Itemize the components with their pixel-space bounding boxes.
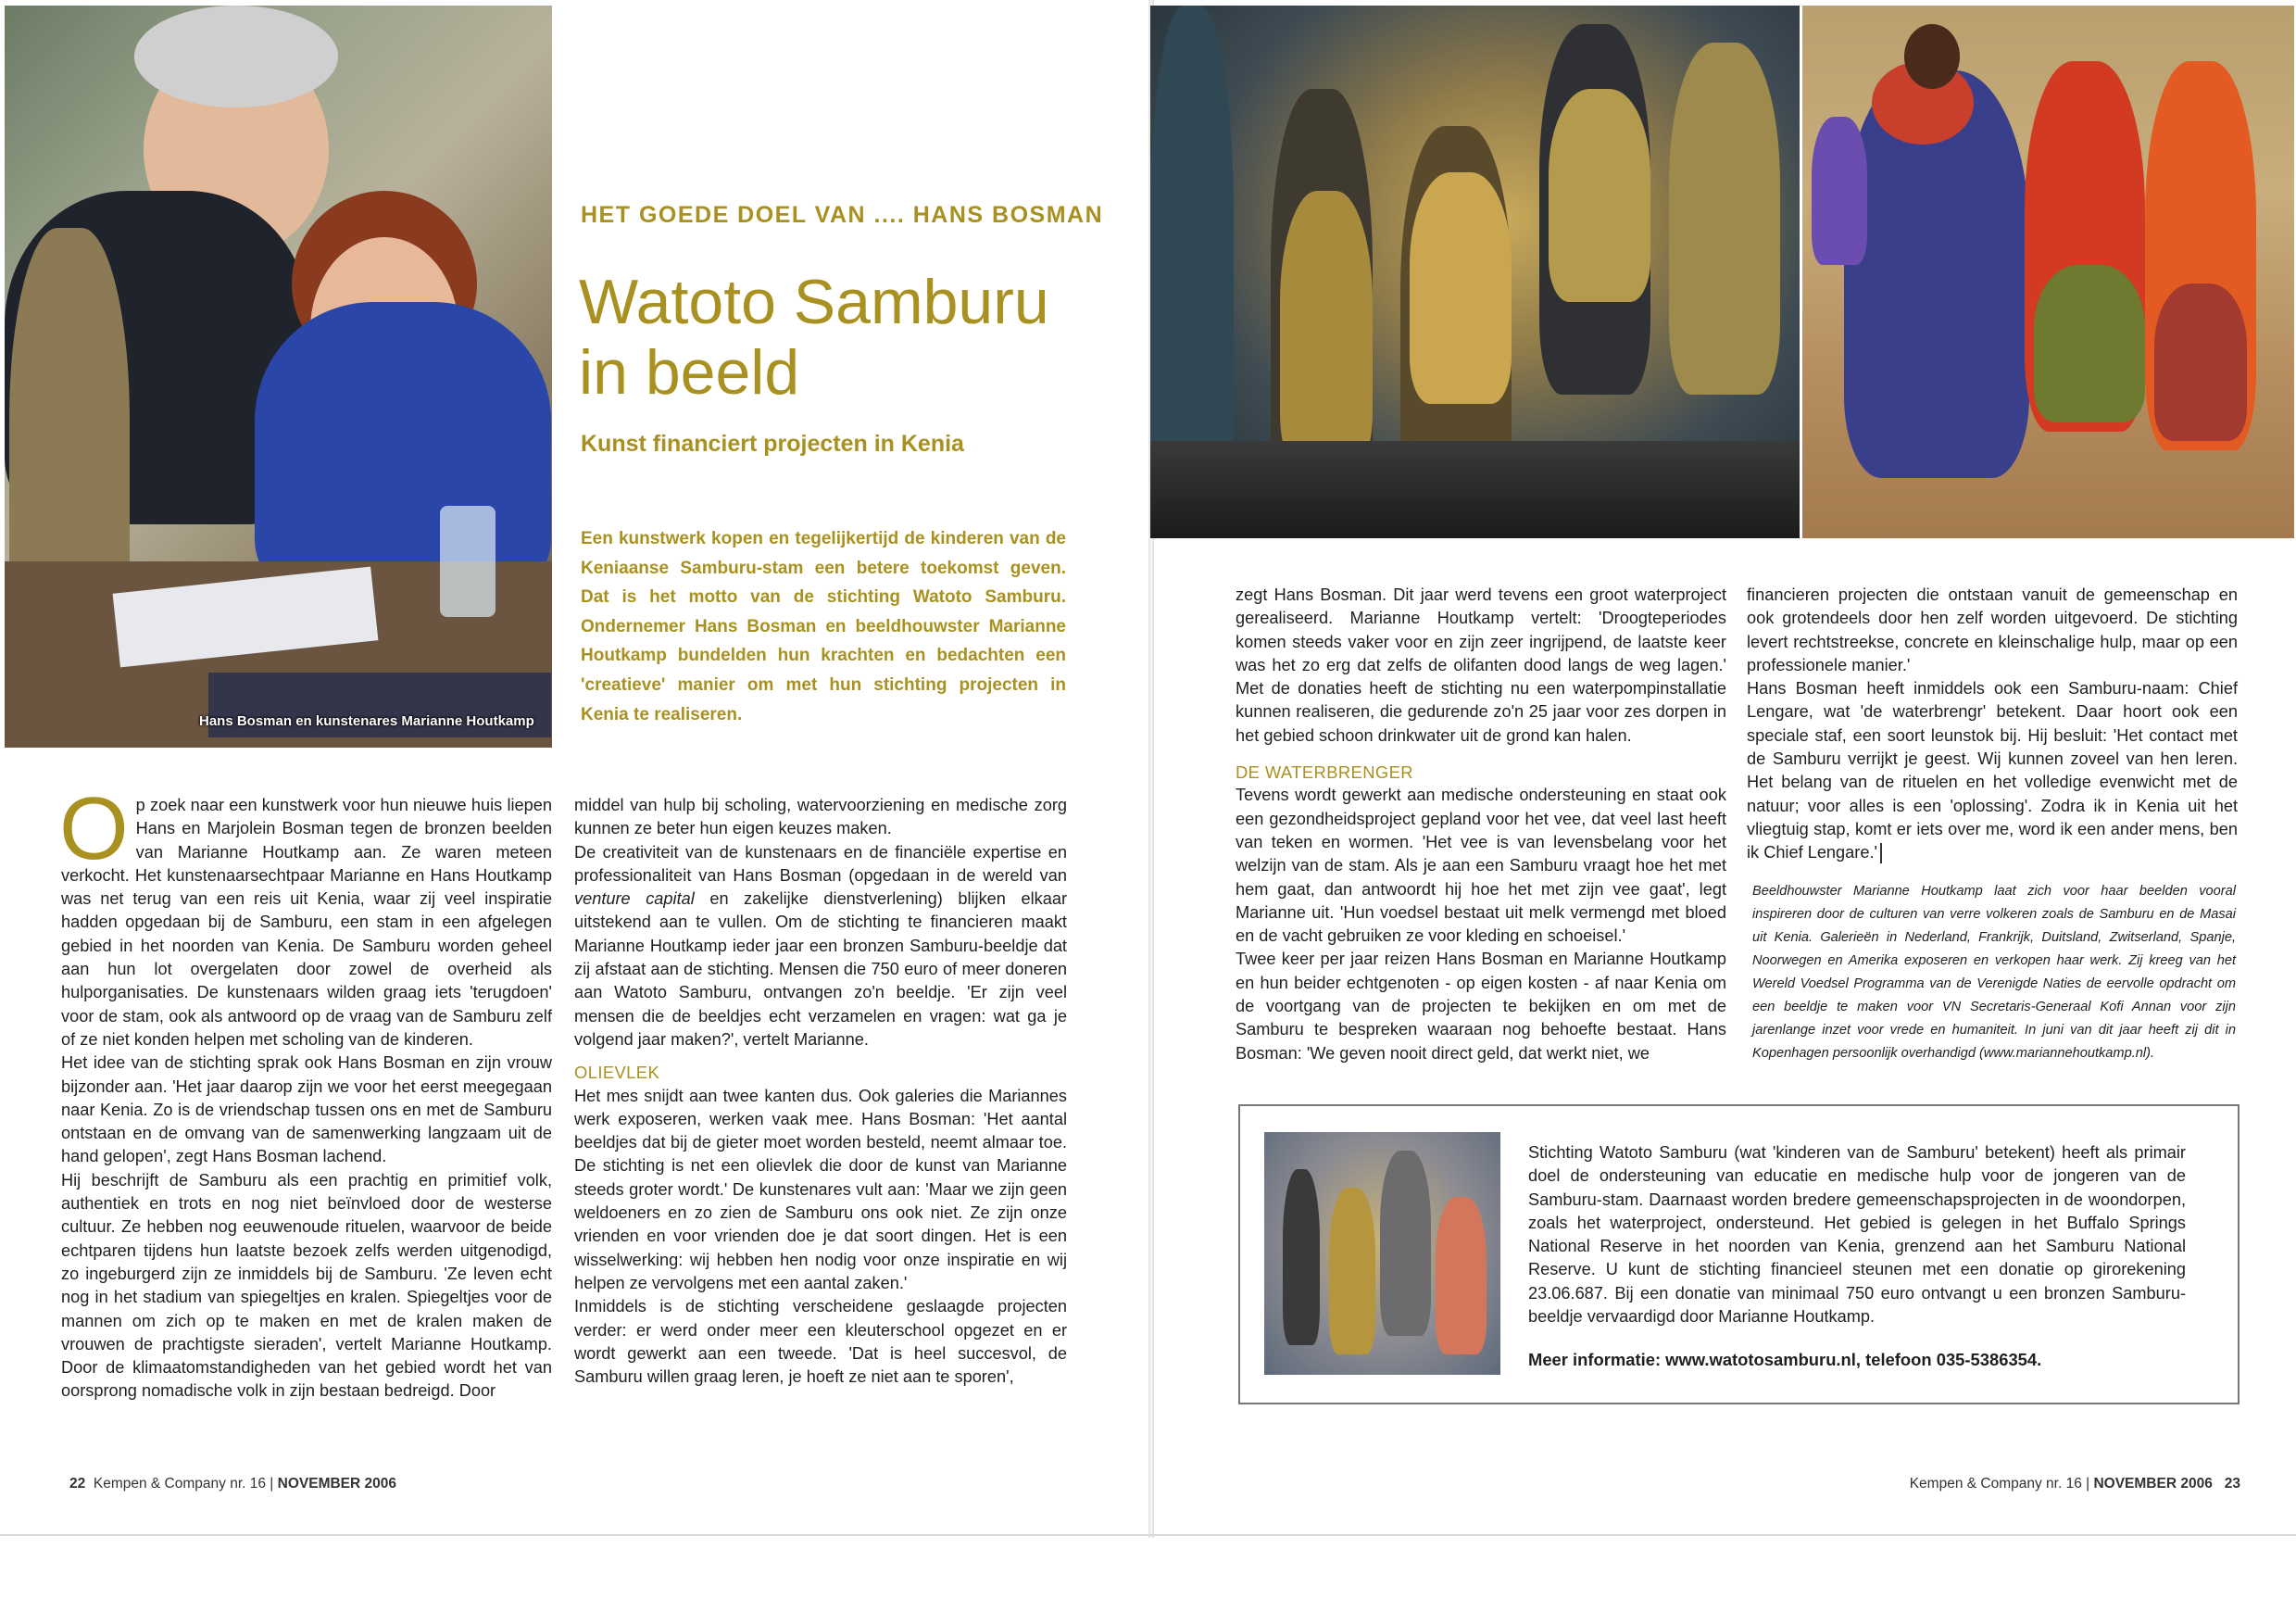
paragraph: Het mes snijdt aan twee kanten dus. Ook galeries die Mariannes werk exposeren, werken vaak mee. Hans Bosman: 'Het aantal beeldjes dat bij de gieter moet worden besteld, neemt almaar toe. De stichting is net een olievlek die door de kunst van Marianne steeds groter wordt.' De kunstenares vult aan: 'Maar we zijn geen weldoeners en zo zien de Samburu ons ook niet. Ze zijn onze vrienden en voor vrienden doe je dat soort dingen. Het is een wisselwerking: wij hebben hen nodig voor onze inspiratie en wij helpen ze vervolgens met een aantal zaken.': [574, 1086, 1067, 1292]
section-heading-olievlek: OLIEVLEK: [574, 1063, 660, 1083]
paragraph: Tevens wordt gewerkt aan medische ondersteuning en staat ook een gezondheidsproject gepland voor het vee, dat veel last heeft van teken en wormen. 'Het vee is van levensbelang voor het welzijn van de stam. Als je aan een Samburu vraagt hoe het met hem gaat, dan antwoordt hij hoe het met zijn vee gaat', legt Marianne uit. 'Hun voedsel bestaat uit melk vermengd met bloed en de vacht gebruiken ze voor kleding en schoeisel.': [1236, 786, 1726, 946]
italic-term: venture capital: [574, 889, 695, 909]
article-title: Watoto Samburu in beeld: [579, 267, 1049, 408]
article-subtitle: Kunst financiert projecten in Kenia: [581, 431, 964, 457]
paragraph: Inmiddels is de stichting verscheidene geslaagde projecten verder: er werd onder meer een kleuterschool opgezet en er wordt gewerkt aan een tweede. 'Dat is heel succesvol, de Samburu willen graag leren, je hoeft ze niet aan te sporen',: [574, 1297, 1067, 1387]
article-column-3: [1236, 584, 1726, 1065]
publication-name: Kempen & Company nr. 16: [1909, 1476, 2082, 1492]
photo-bronze-figurines: [1150, 6, 1800, 538]
page-number: 23: [2224, 1476, 2240, 1492]
footer-left: 22 Kempen & Company nr. 16 | NOVEMBER 2006: [69, 1476, 396, 1492]
artist-bio-note: Beeldhouwster Marianne Houtkamp laat zich voor haar beelden vooral inspireren door de culturen van verre volkeren zoals de Samburu en de Masai uit Kenia. Galerieën in Nederland, Frankrijk, Duitsland, Zwitserland, Spanje, Noorwegen en Amerika exposeren en verkopen haar werk. Zij kreeg van het Wereld Voedsel Programma van de Verenigde Naties de eervolle opdracht om een beeldje te maken voor VN Secretaris-Generaal Kofi Annan voor zijn jarenlange inzet voor vrede en humaniteit. In juni van dit jaar heeft zij dit in Kopenhagen persoonlijk overhandigd (www.mariannehoutkamp.nl).: [1752, 884, 2236, 1061]
article-column-2: [574, 794, 1067, 1389]
paragraph: financieren projecten die ontstaan vanuit de gemeenschap en ook grotendeels door hen zelf worden uitgevoerd. De stichting levert rechtstreekse, concrete en kleinschalige hulp, maar op een professionele manier.': [1747, 585, 2238, 674]
publication-name: Kempen & Company nr. 16: [93, 1476, 266, 1492]
page-number: 22: [69, 1476, 86, 1492]
contact-info: Meer informatie: www.watotosamburu.nl, telefoon 035-5386354.: [1528, 1350, 2042, 1369]
photo-caption: Hans Bosman en kunstenares Marianne Houtkamp: [199, 713, 534, 729]
page-bottom-edge: [0, 1534, 2296, 1536]
paragraph: p zoek naar een kunstwerk voor hun nieuwe huis liepen Hans en Marjolein Bosman tegen de bronzen beelden van Marianne Houtkamp aan. Ze waren meteen verkocht. Het kunstenaarsechtpaar Marianne en Hans Houtkamp was net terug van een reis uit Kenia, waar zij veel inspiratie hadden opgedaan bij de Samburu, een stam in een afgelegen gebied in het noorden van Kenia. De Samburu worden geheel aan hun lot overgelaten door zowel de overheid als hulporganisaties. De kunstenaars wilden graag iets 'terugdoen' voor de stam, ook als antwoord op de vraag van de Samburu zelf of ze niet konden helpen met scholing van de kinderen.: [61, 796, 552, 1049]
photo-samburu-women: [1802, 6, 2294, 538]
drop-cap: O: [59, 779, 129, 878]
article-column-1: [59, 779, 552, 1404]
paragraph: middel van hulp bij scholing, watervoorziening en medische zorg kunnen ze beter hun eigen keuzes maken.: [574, 796, 1067, 838]
photo-hans-bosman-marianne-houtkamp: [5, 6, 552, 748]
paragraph: zegt Hans Bosman. Dit jaar werd tevens een groot waterproject gerealiseerd. Marianne Houtkamp vertelt: 'Droogteperiodes komen steeds vaker voor en zijn zeer ingrijpend, de laatste keer was het zo erg dat zelfs de olifanten dood langs de weg lagen.' Met de donaties heeft de stichting nu een waterpompinstallatie kunnen realiseren, die gedurende zo'n 25 jaar voor zes dorpen in het gebied schoon drinkwater uit de grond kan halen.: [1236, 585, 1726, 745]
issue-date: NOVEMBER 2006: [277, 1476, 396, 1492]
issue-date: NOVEMBER 2006: [2093, 1476, 2213, 1492]
paragraph: Hij beschrijft de Samburu als een prachtig en primitief volk, authentiek en trots en nog niet beïnvloed door de westerse cultuur. Ze hebben nog eeuwenoude rituelen, waarvoor de beide echtparen tijdens hun laatste bezoek zelfs werden uitgenodigd, zo ingeburgerd zijn ze inmiddels bij de Samburu. 'Ze leven echt nog in het stadium van spiegeltjes en kralen. Spiegeltjes voor de mannen om zich op te maken en met de kralen maken de vrouwen de prachtigste sieraden', vertelt Marianne Houtkamp. Door de klimaatomstandigheden van het gebied wordt het van oorsprong nomadische volk in zijn bestaan bedreigd. Door: [61, 1170, 552, 1401]
paragraph: Twee keer per jaar reizen Hans Bosman en Marianne Houtkamp en hun beider echtgenoten - op eigen kosten - af naar Kenia om de voortgang van de projecten te bekijken en om met de Samburu te bespreken waaraan nog behoefte bestaat. Hans Bosman: 'We geven nooit direct geld, dat werkt niet, we: [1236, 950, 1726, 1063]
paragraph: Het idee van de stichting sprak ook Hans Bosman en zijn vrouw bijzonder aan. 'Het jaar daarop zijn we voor het eerst meegegaan naar Kenia. Zo is de vriendschap tussen ons en met de Samburu ontstaan en de omvang van de samenwerking langzaam uit de hand gelopen', zegt Hans Bosman lachend.: [61, 1053, 552, 1166]
section-heading-waterbrenger: DE WATERBRENGER: [1236, 762, 1413, 783]
paragraph: Hans Bosman heeft inmiddels ook een Samburu-naam: Chief Lengare, wat 'de waterbrengr' betekent. Daar hoort ook een speciale staf, een soort leunstok bij. Hij besluit: 'Het contact met de Samburu verrijkt je geest. Wij kunnen zoveel van hen leren. Het belang van de rituelen en het volledige evenwicht met de natuur; voor alles is een 'oplossing'. Zodra ik in Kenia uit het vliegtuig stap, komt er iets over me, word ik een ander mens, ben ik Chief Lengare.': [1747, 677, 2238, 864]
footer-right: Kempen & Company nr. 16 | NOVEMBER 2006 23: [1909, 1476, 2240, 1492]
article-intro: Een kunstwerk kopen en tegelijkertijd de kinderen van de Keniaanse Samburu-stam een betere toekomst geven. Dat is het motto van de stichting Watoto Samburu. Ondernemer Hans Bosman en beeldhouwster Marianne Houtkamp bundelden hun krachten en bedachten een 'creatieve' manier om met hun stichting projecten in Kenia te realiseren.: [581, 529, 1066, 724]
photo-samburu-statuettes: [1264, 1132, 1500, 1375]
article-column-4: [1747, 584, 2238, 865]
end-mark-icon: [1880, 843, 1882, 863]
foundation-description: Stichting Watoto Samburu (wat 'kinderen van de Samburu' betekent) heeft als primair doel de ondersteuning van educatie en medische hulp voor de jongeren van de Samburu-stam. Daarnaast worden bredere gemeenschapsprojecten in de woondorpen, zoals het waterproject, ondersteund. Het gebied is gelegen in het Buffalo Springs National Reserve in het noorden van Kenia, grenzend aan het Samburu National Reserve. U kunt de stichting financieel steunen met een donatie op girorekening 23.06.687. Bij een donatie van minimaal 750 euro ontvangt u een bronzen Samburu-beeldje vervaardigd door Marianne Houtkamp.: [1528, 1143, 2186, 1327]
article-kicker: HET GOEDE DOEL VAN .... HANS BOSMAN: [581, 202, 1104, 228]
paragraph: De creativiteit van de kunstenaars en de financiële expertise en professionaliteit van Hans Bosman (opgedaan in de wereld van venture capital en zakelijke dienstverlening) blijken elkaar uitstekend aan te vullen. Om de stichting te financieren maakt Marianne Houtkamp ieder jaar een bronzen Samburu-beeldje dat zij afstaat aan de stichting. Mensen die 750 euro of meer doneren aan Watoto Samburu, ontvangen zo'n beeldje. 'Er zijn veel mensen die de beeldjes echt verzamelen en vragen: wat ga je volgend jaar maken?', vertelt Marianne.: [574, 842, 1067, 1049]
